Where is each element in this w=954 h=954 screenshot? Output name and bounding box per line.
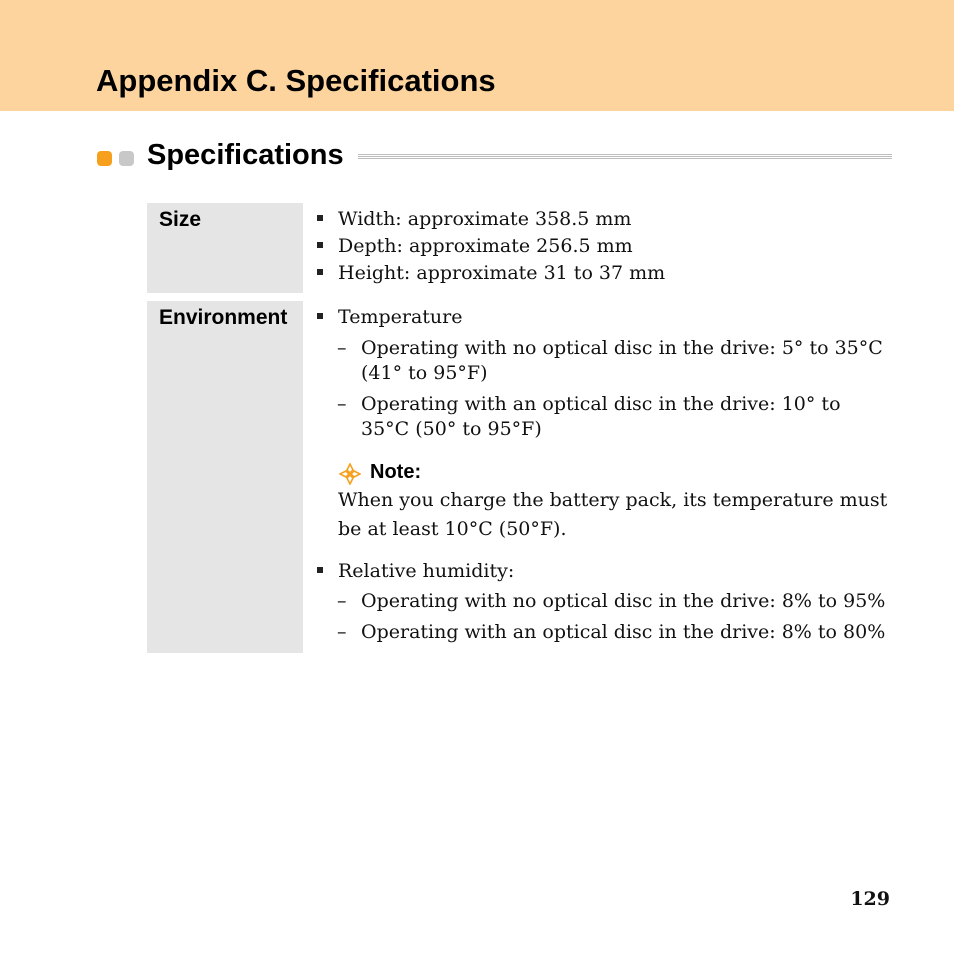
size-label: Size [159, 208, 202, 231]
bullet-icon [317, 269, 323, 275]
note-text-line1: When you charge the battery pack, its temperature must [338, 489, 888, 511]
dash-marker: – [337, 393, 347, 415]
dash-marker: – [337, 621, 347, 643]
environment-label-cell [147, 301, 303, 653]
section-divider [358, 154, 892, 159]
humidity-with-disc: Operating with an optical disc in the drive: 8% to 80% [361, 621, 886, 643]
environment-label: Environment [159, 306, 288, 329]
size-label-cell [147, 203, 303, 293]
size-width: Width: approximate 358.5 mm [338, 208, 632, 230]
dash-marker: – [337, 337, 347, 359]
humidity-label: Relative humidity: [338, 560, 515, 582]
bullet-icon [317, 242, 323, 248]
temp-with-disc-line1: Operating with an optical disc in the drive: 10° to [361, 393, 841, 415]
humidity-no-disc: Operating with no optical disc in the drive: 8% to 95% [361, 590, 886, 612]
bullet-icon [317, 215, 323, 221]
temperature-label: Temperature [338, 306, 463, 328]
note-text-line2: be at least 10°C (50°F). [338, 518, 567, 540]
section-title: Specifications [147, 139, 344, 171]
temp-no-disc-line2: (41° to 95°F) [361, 362, 488, 384]
orange-square-icon [97, 151, 112, 166]
temp-no-disc-line1: Operating with no optical disc in the drive: 5° to 35°C [361, 337, 883, 359]
note-icon [339, 463, 361, 485]
dash-marker: – [337, 590, 347, 612]
size-height: Height: approximate 31 to 37 mm [338, 262, 666, 284]
section-header [96, 136, 892, 176]
chapter-title: Appendix C. Specifications [96, 63, 496, 98]
size-depth: Depth: approximate 256.5 mm [338, 235, 633, 257]
page-number: 129 [850, 888, 890, 910]
bullet-icon [317, 313, 323, 319]
gray-square-icon [119, 151, 134, 166]
temp-with-disc-line2: 35°C (50° to 95°F) [361, 418, 542, 440]
bullet-icon [317, 567, 323, 573]
note-label: Note: [370, 461, 422, 483]
